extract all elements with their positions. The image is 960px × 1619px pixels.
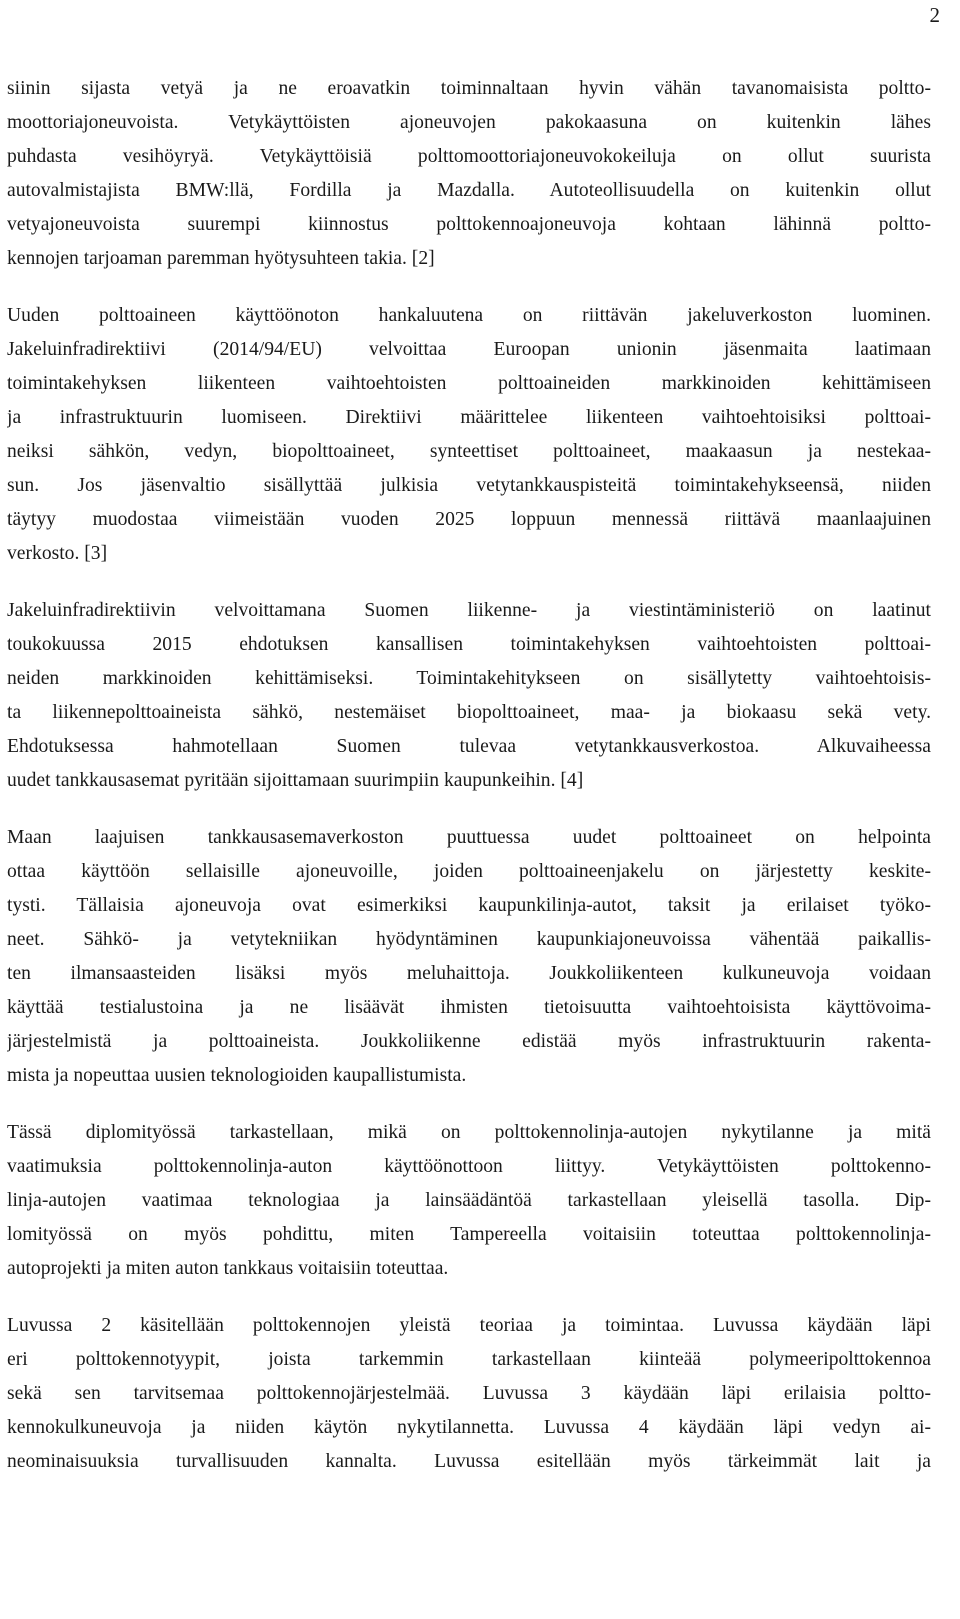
paragraph (7, 1309, 931, 1479)
paragraph (7, 299, 931, 571)
text-line: sun. Jos jäsenvaltio sisällyttää julkisia vetytankkauspisteitä toimintakehykseensä, niiden (7, 475, 931, 496)
text-line: toukokuussa 2015 ehdotuksen kansallisen toimintakehyksen vaihtoehtoisten polttoai- (7, 634, 931, 655)
body-text (7, 72, 931, 1502)
paragraph (7, 821, 931, 1093)
text-line: mista ja nopeuttaa uusien teknologioiden kaupallistumista. (7, 1065, 467, 1086)
text-line: Tässä diplomityössä tarkastellaan, mikä on polttokennolinja-autojen nykytilanne ja mitä (7, 1122, 931, 1143)
text-line: kennojen tarjoaman paremman hyötysuhteen takia. [2] (7, 248, 435, 269)
text-line: autovalmistajista BMW:llä, Fordilla ja Mazdalla. Autoteollisuudella on kuitenkin ollut (7, 180, 931, 201)
text-line: täytyy muodostaa viimeistään vuoden 2025 loppuun mennessä riittävä maanlaajuinen (7, 509, 931, 530)
text-line: eri polttokennotyypit, joista tarkemmin tarkastellaan kiinteää polymeeripolttokennoa (7, 1349, 931, 1370)
text-line: puhdasta vesihöyryä. Vetykäyttöisiä polttomoottoriajoneuvokokeiluja on ollut suurista (7, 146, 931, 167)
text-line: Maan laajuisen tankkausasemaverkoston puuttuessa uudet polttoaineet on helpointa (7, 827, 931, 848)
text-line: vetyajoneuvoista suurempi kiinnostus polttokennoajoneuvoja kohtaan lähinnä poltto- (7, 214, 931, 235)
text-line: lomityössä on myös pohdittu, miten Tampereella voitaisiin toteuttaa polttokennolinja- (7, 1224, 931, 1245)
text-line: tysti. Tällaisia ajoneuvoja ovat esimerkiksi kaupunkilinja-autot, taksit ja erilaiset työko- (7, 895, 931, 916)
text-line: ten ilmansaasteiden lisäksi myös meluhaittoja. Joukkoliikenteen kulkuneuvoja voidaan (7, 963, 931, 984)
text-line: uudet tankkausasemat pyritään sijoittamaan suurimpiin kaupunkeihin. [4] (7, 770, 584, 791)
text-line: käyttää testialustoina ja ne lisäävät ihmisten tietoisuutta vaihtoehtoisista käyttövoima- (7, 997, 931, 1018)
text-line: sekä sen tarvitsemaa polttokennojärjestelmää. Luvussa 3 käydään läpi erilaisia poltto- (7, 1383, 931, 1404)
text-line: kennokulkuneuvoja ja niiden käytön nykytilannetta. Luvussa 4 käydään läpi vedyn ai- (7, 1417, 931, 1438)
text-line: Luvussa 2 käsitellään polttokennojen yleistä teoriaa ja toimintaa. Luvussa käydään läpi (7, 1315, 931, 1336)
text-line: Uuden polttoaineen käyttöönoton hankaluutena on riittävän jakeluverkoston luominen. (7, 305, 931, 326)
text-line: moottoriajoneuvoista. Vetykäyttöisten ajoneuvojen pakokaasuna on kuitenkin lähes (7, 112, 931, 133)
text-line: neiden markkinoiden kehittämiseksi. Toimintakehitykseen on sisällytetty vaihtoehtoisis- (7, 668, 931, 689)
text-line: ja infrastruktuurin luomiseen. Direktiivi määrittelee liikenteen vaihtoehtoisiksi polttoai- (7, 407, 931, 428)
text-line: verkosto. [3] (7, 543, 108, 564)
text-line: ta liikennepolttoaineista sähkö, nestemäiset biopolttoaineet, maa- ja biokaasu sekä vety. (7, 702, 931, 723)
text-line: Ehdotuksessa hahmotellaan Suomen tulevaa vetytankkausverkostoa. Alkuvaiheessa (7, 736, 931, 757)
paragraph (7, 1116, 931, 1286)
text-line: neiksi sähkön, vedyn, biopolttoaineet, synteettiset polttoaineet, maakaasun ja nestekaa- (7, 441, 931, 462)
text-line: autoprojekti ja miten auton tankkaus voitaisiin toteuttaa. (7, 1258, 449, 1279)
text-line: Jakeluinfradirektiivi (2014/94/EU) velvoittaa Euroopan unionin jäsenmaita laatimaan (7, 339, 931, 360)
text-line: vaatimuksia polttokennolinja-auton käyttöönottoon liittyy. Vetykäyttöisten polttokenno- (7, 1156, 931, 1177)
text-line: neet. Sähkö- ja vetytekniikan hyödyntäminen kaupunkiajoneuvoissa vähentää paikallis- (7, 929, 931, 950)
paragraph (7, 594, 931, 798)
text-line: Jakeluinfradirektiivin velvoittamana Suomen liikenne- ja viestintäministeriö on laatinut (7, 600, 931, 621)
text-line: linja-autojen vaatimaa teknologiaa ja lainsäädäntöä tarkastellaan yleisellä tasolla. Dip- (7, 1190, 931, 1211)
page-number: 2 (929, 3, 940, 27)
text-line: neominaisuuksia turvallisuuden kannalta. Luvussa esitellään myös tärkeimmät lait ja (7, 1451, 931, 1472)
paragraph (7, 72, 931, 276)
text-line: toimintakehyksen liikenteen vaihtoehtoisten polttoaineiden markkinoiden kehittämiseen (7, 373, 931, 394)
text-line: järjestelmistä ja polttoaineista. Joukkoliikenne edistää myös infrastruktuurin rakenta- (7, 1031, 931, 1052)
text-line: ottaa käyttöön sellaisille ajoneuvoille, joiden polttoaineenjakelu on järjestetty keskite- (7, 861, 931, 882)
text-line: siinin sijasta vetyä ja ne eroavatkin toiminnaltaan hyvin vähän tavanomaisista poltto- (7, 78, 931, 99)
